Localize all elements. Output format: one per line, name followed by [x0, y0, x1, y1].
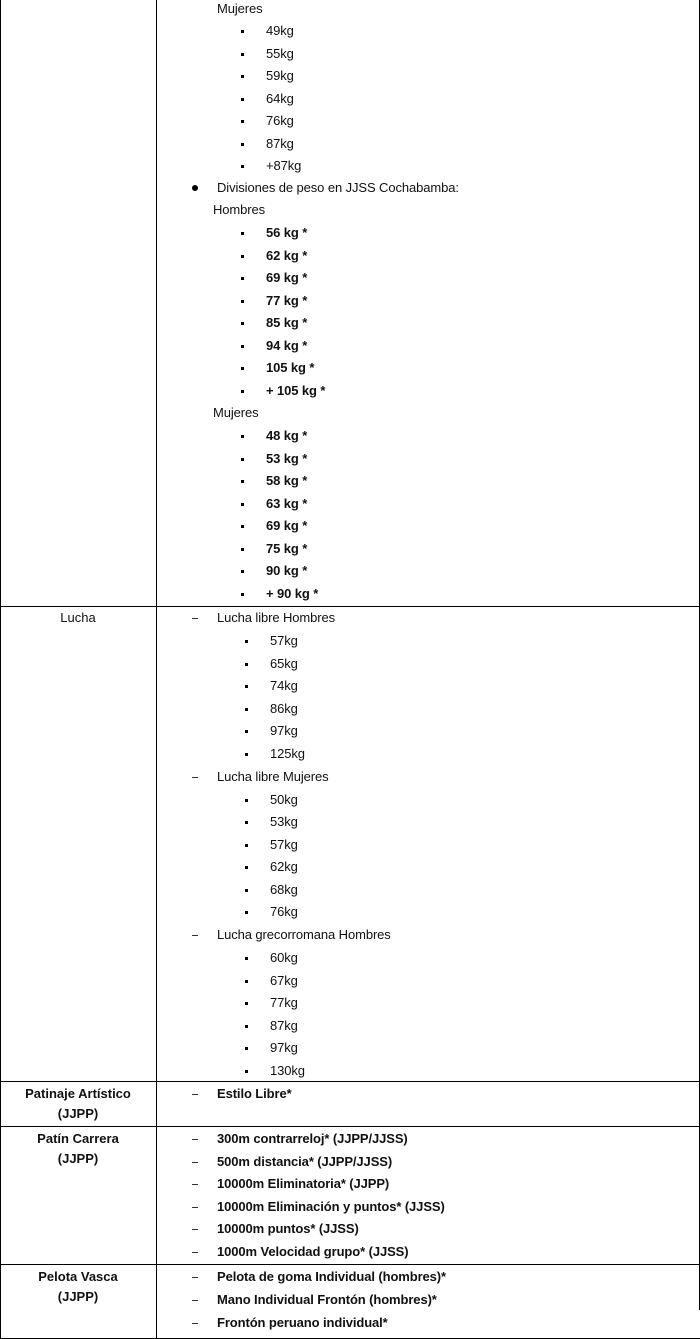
bullet-square — [241, 435, 244, 438]
lucha-name: Lucha — [60, 610, 96, 625]
bullet-square — [241, 570, 244, 573]
weight-class: 62 kg * — [266, 247, 308, 263]
bullet-square — [241, 165, 244, 168]
weight-class: 67kg — [270, 972, 298, 988]
bullet-square — [245, 980, 248, 983]
bullet-square — [245, 1047, 248, 1050]
weight-class: 76kg — [270, 904, 298, 919]
bullet-square — [245, 889, 248, 892]
bullet-dash — [192, 777, 198, 778]
event-item: Mano Individual Frontón (hombres)* — [217, 1292, 437, 1307]
bullet-square — [245, 640, 248, 643]
bullet-square — [245, 730, 248, 733]
event-item: Frontón peruano individual* — [217, 1315, 388, 1330]
lucha-group-title: Lucha libre Hombres — [217, 610, 336, 625]
bullet-square — [241, 458, 244, 461]
bullet-square — [245, 1002, 248, 1005]
weight-class: 56 kg * — [266, 225, 308, 240]
weight-class: 48 kg * — [266, 428, 308, 443]
weight-class: 57kg — [270, 633, 298, 648]
bullet-dash — [192, 1162, 198, 1163]
patinaje-category — [0, 1084, 156, 1124]
weight-class: 77kg — [270, 995, 298, 1010]
weight-class: 69 kg * — [266, 270, 308, 285]
weight-class: 87kg — [270, 1017, 298, 1033]
weight-class: 97kg — [270, 723, 298, 738]
row-divider-judo-lucha — [0, 606, 700, 607]
bullet-square — [245, 663, 248, 666]
weight-class: 64kg — [266, 90, 294, 106]
weight-class: +87kg — [266, 158, 302, 173]
bullet-square — [241, 345, 244, 348]
bullet-square — [245, 685, 248, 688]
bullet-square — [245, 844, 248, 847]
weight-class: 130kg — [270, 1062, 305, 1078]
weight-class: 50kg — [270, 791, 298, 807]
weight-class: 62kg — [270, 859, 298, 874]
row-divider-patinaje-patin — [0, 1126, 700, 1127]
weight-class: + 90 kg * — [266, 585, 319, 601]
lucha-group-title: Lucha libre Mujeres — [217, 768, 329, 784]
bullet-dash — [192, 1277, 198, 1278]
lucha-category — [0, 608, 156, 628]
bullet-square — [241, 503, 244, 506]
bullet-dash — [192, 1229, 198, 1230]
mujeres-cbba-label: Mujeres — [213, 405, 259, 420]
row-divider-patin-pelota — [0, 1264, 700, 1265]
bullet-square — [245, 866, 248, 869]
bullet-square — [241, 120, 244, 123]
weight-class: 49kg — [266, 23, 294, 38]
mujeres-label: Mujeres — [217, 1, 263, 16]
weight-class: 105 kg * — [266, 360, 315, 375]
bullet-square — [245, 821, 248, 824]
bullet-square — [245, 708, 248, 711]
bullet-square — [245, 957, 248, 960]
event-item: 300m contrarreloj* (JJPP/JJSS) — [217, 1131, 408, 1146]
weight-class: 63 kg * — [266, 495, 308, 511]
table-column-divider — [156, 0, 157, 1339]
weight-class: 68kg — [270, 881, 298, 897]
weight-class: 53 kg * — [266, 450, 308, 466]
bullet-square — [241, 300, 244, 303]
bullet-square — [241, 277, 244, 280]
bullet-square — [241, 143, 244, 146]
lucha-group-title: Lucha grecorromana Hombres — [217, 927, 391, 942]
bullet-dash — [192, 935, 198, 936]
event-item: Estilo Libre* — [217, 1086, 292, 1101]
event-item: Pelota de goma Individual (hombres)* — [217, 1269, 446, 1284]
patinaje-org: (JJPP) — [57, 1106, 99, 1121]
bullet-dash — [192, 1139, 198, 1140]
event-item: 10000m puntos* (JJSS) — [217, 1221, 359, 1236]
bullet-square — [241, 53, 244, 56]
bullet-square — [241, 390, 244, 393]
bullet-square — [241, 593, 244, 596]
weight-class: 94 kg * — [266, 337, 308, 353]
weight-class: 86kg — [270, 700, 298, 716]
weight-class: 69 kg * — [266, 518, 308, 533]
bullet-dash — [192, 1252, 198, 1253]
row-divider-lucha-patinaje — [0, 1081, 700, 1082]
weight-class: 97kg — [270, 1040, 298, 1055]
bullet-square — [241, 98, 244, 101]
weight-class: 87kg — [266, 135, 294, 151]
weight-class: 90 kg * — [266, 563, 308, 578]
bullet-dash — [192, 618, 198, 619]
bullet-dash — [192, 1184, 198, 1185]
weight-class: 59kg — [266, 68, 294, 83]
bullet-square — [245, 1070, 248, 1073]
patin-name: Patín Carrera — [37, 1131, 119, 1146]
bullet-dash — [192, 1207, 198, 1208]
weight-class: 76kg — [266, 113, 294, 128]
weight-class: 125kg — [270, 745, 305, 761]
pelota-category — [0, 1267, 156, 1307]
weight-class: 65kg — [270, 655, 298, 671]
weight-class: 57kg — [270, 836, 298, 852]
bullet-square — [241, 255, 244, 258]
bullet-square — [241, 30, 244, 33]
bullet-square — [241, 525, 244, 528]
bullet-dash — [192, 1323, 198, 1324]
hombres-label: Hombres — [213, 202, 266, 217]
bullet-square — [245, 1025, 248, 1028]
patin-org: (JJPP) — [57, 1151, 99, 1166]
weight-class: 58 kg * — [266, 473, 308, 488]
weight-class: 75 kg * — [266, 540, 308, 556]
weight-class: 60kg — [270, 950, 298, 965]
event-item: 500m distancia* (JJPP/JJSS) — [217, 1153, 393, 1169]
weight-class: 53kg — [270, 814, 298, 829]
event-item: 10000m Eliminatoria* (JJPP) — [217, 1176, 390, 1191]
bullet-dash — [192, 1300, 198, 1301]
pelota-name: Pelota Vasca — [38, 1269, 118, 1284]
weight-class: 77 kg * — [266, 292, 308, 308]
weight-class: 55kg — [266, 45, 294, 61]
bullet-dash — [192, 1094, 198, 1095]
event-item: 10000m Eliminación y puntos* (JJSS) — [217, 1198, 445, 1214]
bullet-square — [245, 911, 248, 914]
bullet-square — [245, 753, 248, 756]
bullet-square — [241, 322, 244, 325]
patin-category — [0, 1129, 156, 1169]
bullet-square — [241, 232, 244, 235]
bullet-square — [241, 548, 244, 551]
weight-class: 74kg — [270, 678, 298, 693]
event-item: 1000m Velocidad grupo* (JJSS) — [217, 1243, 409, 1259]
bullet-dot — [192, 185, 198, 191]
bullet-square — [245, 799, 248, 802]
weight-class: 85 kg * — [266, 315, 308, 330]
weight-class: + 105 kg * — [266, 382, 326, 398]
cbba-title: Divisiones de peso en JJSS Cochabamba: — [217, 180, 459, 195]
bullet-square — [241, 75, 244, 78]
pelota-org: (JJPP) — [57, 1289, 99, 1304]
bullet-square — [241, 480, 244, 483]
patinaje-name: Patinaje Artístico — [25, 1086, 131, 1101]
bullet-square — [241, 367, 244, 370]
